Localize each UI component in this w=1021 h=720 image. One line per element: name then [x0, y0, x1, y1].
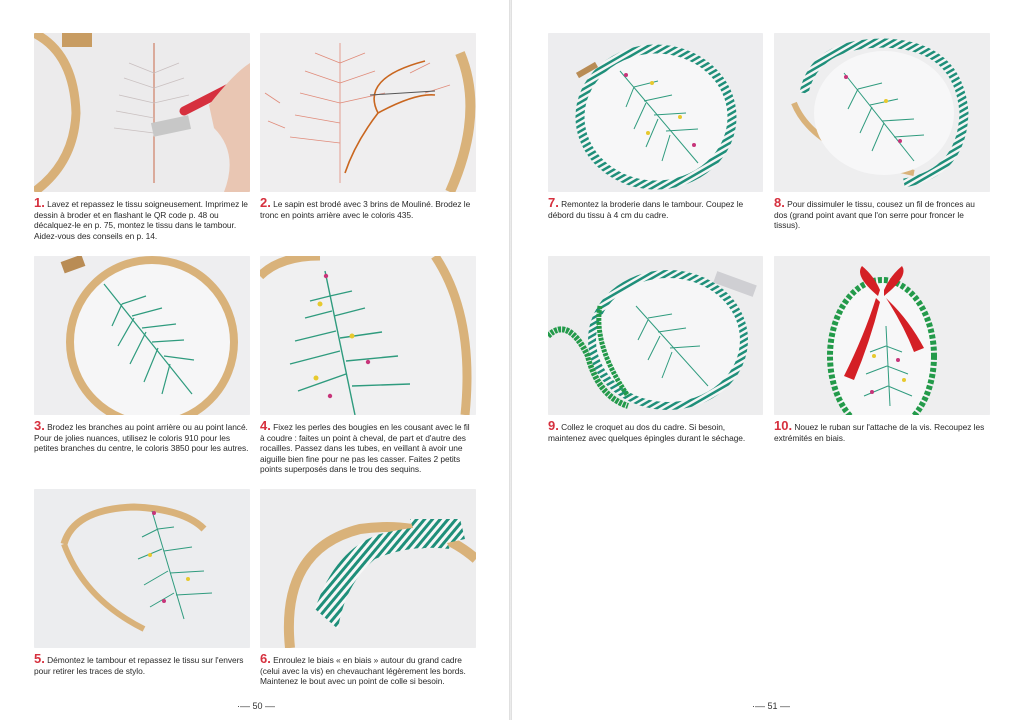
step-text: Le sapin est brodé avec 3 brins de Mouliné. Brodez le tronc en points arrière avec le coloris 435. [260, 199, 471, 220]
step-text: Collez le croquet au dos du cadre. Si besoin, maintenez avec quelques épingles durant le séchage. [548, 422, 746, 443]
page-50 [0, 0, 509, 720]
step-text: Lavez et repassez le tissu soigneusement. Imprimez le dessin à broder et en flashant le QR code p. 48 ou décalquez-le en p. 75, montez le tissu dans le tambour. Aidez-vous des conseils en p. 14. [34, 199, 248, 241]
page-number: ·–– 51 –– [752, 701, 791, 711]
step-text: Enroulez le biais « en biais » autour du grand cadre (celui avec la vis) en chevauchant légèrement les bords. Maintenez le bout avec un point de colle si besoin. [260, 655, 466, 687]
step-number: 9. [548, 418, 559, 433]
caption-step-10 [774, 418, 990, 443]
step-text: Pour dissimuler le tissu, cousez un fil de fronces au dos (grand point avant que l'on serre pour froncer le tissus). [774, 199, 975, 231]
step-number: 8. [774, 195, 785, 210]
step-text: Remontez la broderie dans le tambour. Coupez le débord du tissu à 4 cm du cadre. [548, 199, 744, 220]
photo-step-1 [34, 33, 250, 192]
photo-step-10 [774, 256, 990, 415]
photo-step-9 [548, 256, 763, 415]
caption-step-2 [260, 195, 476, 220]
step-number: 1. [34, 195, 45, 210]
photo-step-3 [34, 256, 250, 415]
step-text: Brodez les branches au point arrière ou au point lancé. Pour de jolies nuances, utilisez le coloris 910 pour les petites branches du centre, le coloris 3850 pour les autres. [34, 422, 249, 454]
page-51 [512, 0, 1021, 720]
caption-step-9 [548, 418, 763, 443]
caption-step-4 [260, 418, 476, 475]
step-text: Nouez le ruban sur l'attache de la vis. Recoupez les extrémités en biais. [774, 422, 985, 443]
photo-step-4-illustration [260, 256, 476, 415]
caption-step-3 [34, 418, 250, 454]
photo-step-4 [260, 256, 476, 415]
photo-step-2-illustration [260, 33, 476, 192]
photo-step-1-illustration [34, 33, 250, 192]
photo-step-2 [260, 33, 476, 192]
step-number: 4. [260, 418, 271, 433]
step-number: 5. [34, 651, 45, 666]
step-number: 10. [774, 418, 793, 433]
page-number: ·–– 50 –– [237, 701, 276, 711]
photo-step-5-illustration [34, 489, 250, 648]
photo-step-5 [34, 489, 250, 648]
photo-step-6 [260, 489, 476, 648]
caption-step-5 [34, 651, 250, 676]
photo-step-8-illustration [774, 33, 990, 192]
caption-step-7 [548, 195, 763, 220]
photo-step-7 [548, 33, 763, 192]
photo-step-8 [774, 33, 990, 192]
caption-step-6 [260, 651, 476, 687]
caption-step-1 [34, 195, 250, 241]
step-number: 7. [548, 195, 559, 210]
photo-step-10-illustration [774, 256, 990, 415]
step-text: Démontez le tambour et repassez le tissu sur l'envers pour retirer les traces de stylo. [34, 655, 244, 676]
photo-step-9-illustration [548, 256, 763, 415]
photo-step-3-illustration [34, 256, 250, 415]
step-number: 6. [260, 651, 271, 666]
step-number: 2. [260, 195, 271, 210]
caption-step-8 [774, 195, 990, 231]
step-number: 3. [34, 418, 45, 433]
photo-step-6-illustration [260, 489, 476, 648]
photo-step-7-illustration [548, 33, 763, 192]
step-text: Fixez les perles des bougies en les cousant avec le fil à coudre : faites un point à cheval, de part et d'autre des rocailles. Passez dans les tubes, en veillant à avoir une aiguille bien fine pour ne pas les casser. Faites 2 petits points superposés dans le trou des sequins. [260, 422, 470, 475]
